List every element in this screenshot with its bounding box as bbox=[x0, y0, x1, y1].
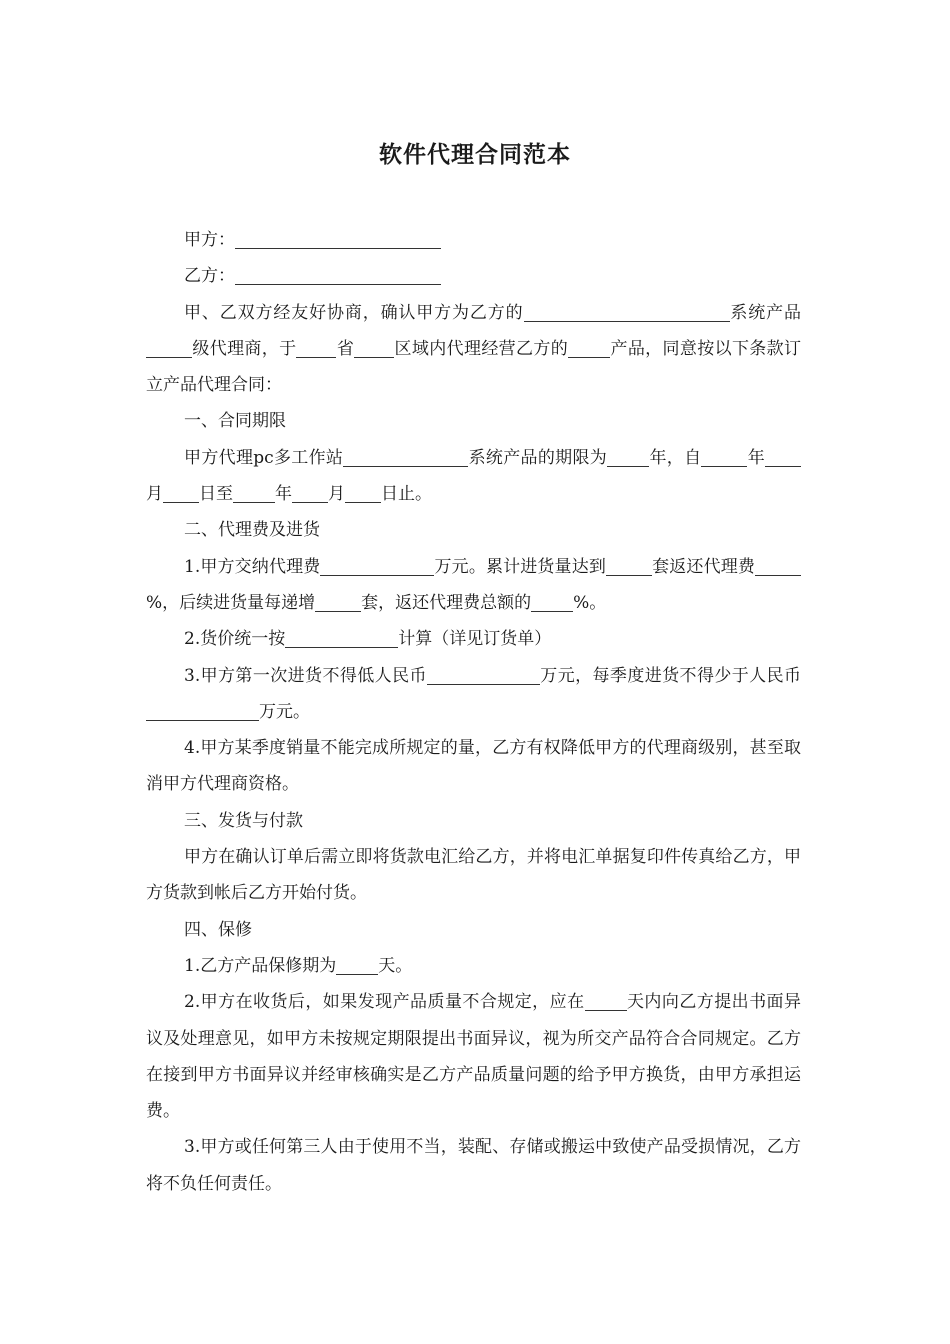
sec1-text-9: 日止。 bbox=[381, 484, 432, 505]
section-1-heading: 一、合同期限 bbox=[184, 411, 286, 432]
section-2-clause-2 bbox=[146, 621, 801, 657]
intro-text-4: 省 bbox=[336, 338, 355, 359]
sec1-end-month-blank bbox=[292, 482, 328, 503]
objection-days-blank bbox=[585, 990, 627, 1011]
party-b-label: 乙方： bbox=[184, 266, 235, 287]
section-2-clause-1 bbox=[146, 549, 801, 622]
party-b-line bbox=[146, 258, 801, 294]
first-purchase-blank bbox=[427, 664, 540, 685]
sec1-text-2: 系统产品的期限为 bbox=[468, 447, 608, 468]
sec1-end-year-blank bbox=[233, 482, 275, 503]
pricing-basis-blank bbox=[285, 627, 398, 648]
sec2-1-text-4: %，后续进货量每递增 bbox=[146, 592, 316, 613]
intro-text-2: 系统产品 bbox=[729, 302, 802, 323]
section-2-heading: 二、代理费及进货 bbox=[184, 520, 320, 541]
sec1-start-day-blank bbox=[163, 482, 199, 503]
section-3-heading: 三、发货与付款 bbox=[184, 810, 303, 831]
sec2-3-text-3: 万元。 bbox=[259, 701, 310, 722]
sec1-years-blank bbox=[607, 446, 649, 467]
sec1-text-4: 年 bbox=[747, 447, 766, 468]
sec1-text-6: 日至 bbox=[199, 484, 233, 505]
intro-text-3: 级代理商，于 bbox=[192, 338, 297, 359]
section-2-clause-4: 4.甲方某季度销量不能完成所规定的量，乙方有权降低甲方的代理商级别，甚至取消甲方代理商资格。 bbox=[146, 738, 801, 795]
section-4-clause-3: 3.甲方或任何第三人由于使用不当，装配、存储或搬运中致使产品受损情况，乙方将不负任何责任。 bbox=[146, 1137, 801, 1194]
section-4-heading: 四、保修 bbox=[184, 919, 252, 940]
section-2-clause-3 bbox=[146, 658, 801, 731]
sec4-1-text-2: 天。 bbox=[378, 955, 413, 976]
sec2-1-text-3: 套返还代理费 bbox=[651, 556, 755, 577]
sec1-text-5: 月 bbox=[146, 484, 163, 505]
sec2-1-text-6: %。 bbox=[573, 592, 607, 613]
product-blank bbox=[568, 337, 610, 358]
refund-percent-blank bbox=[755, 555, 801, 576]
sec1-text-8: 月 bbox=[328, 484, 345, 505]
quarterly-purchase-blank bbox=[146, 700, 259, 721]
party-b-blank bbox=[235, 264, 441, 285]
sec1-end-day-blank bbox=[345, 482, 381, 503]
sec4-2-text-2: 天内向乙方提出书面异议及处理意见，如甲方未按规定期限提出书面异议，视为所交产品符合合同规定。乙方在接到甲方书面异议并经审核确实是乙方产品质量问题的给予甲方换货，由甲方承担运费。 bbox=[146, 992, 802, 1122]
sec2-1-text-2: 万元。累计进货量达到 bbox=[434, 556, 606, 577]
sec1-system-blank bbox=[343, 446, 468, 467]
warranty-days-blank bbox=[336, 954, 378, 975]
intro-paragraph bbox=[146, 295, 801, 404]
section-4-clause-1 bbox=[146, 948, 801, 984]
document-title: 软件代理合同范本 bbox=[379, 142, 571, 168]
agency-fee-blank bbox=[320, 555, 434, 576]
agent-level-blank bbox=[146, 337, 192, 358]
sec2-2-text-1: 2.货价统一按 bbox=[184, 629, 286, 650]
sec2-3-text-1: 3.甲方第一次进货不得低人民币 bbox=[184, 665, 427, 686]
intro-text-6: 产品，同意按以下条款订立产品代理合同： bbox=[146, 338, 802, 396]
increment-sets-blank bbox=[315, 591, 361, 612]
section-1-paragraph bbox=[146, 440, 801, 513]
sec2-1-text-5: 套，返还代理费总额的 bbox=[361, 592, 532, 613]
sec1-start-month-blank bbox=[765, 446, 801, 467]
system-name-blank bbox=[524, 301, 730, 322]
intro-text-5: 区域内代理经营乙方的 bbox=[394, 338, 569, 359]
province-blank bbox=[296, 337, 336, 358]
sec2-3-text-2: 万元，每季度进货不得少于人民币 bbox=[539, 665, 801, 686]
sec2-1-text-1: 1.甲方交纳代理费 bbox=[184, 556, 321, 577]
section-4-clause-2 bbox=[146, 984, 801, 1129]
sec2-2-text-2: 计算（详见订货单） bbox=[398, 629, 552, 650]
purchase-sets-blank bbox=[606, 555, 652, 576]
section-3-paragraph: 甲方在确认订单后需立即将货款电汇给乙方，并将电汇单据复印件传真给乙方，甲方货款到帐后乙方开始付货。 bbox=[146, 847, 801, 904]
party-a-blank bbox=[235, 228, 441, 249]
region-blank bbox=[354, 337, 394, 358]
sec1-text-1: 甲方代理pc多工作站 bbox=[184, 447, 344, 468]
sec4-1-text-1: 1.乙方产品保修期为 bbox=[184, 955, 337, 976]
sec1-text-7: 年 bbox=[275, 484, 292, 505]
sec1-text-3: 年，自 bbox=[649, 447, 702, 468]
document-body bbox=[146, 222, 801, 1202]
intro-text-1: 甲、乙双方经友好协商，确认甲方为乙方的 bbox=[184, 302, 524, 323]
total-refund-percent-blank bbox=[531, 591, 573, 612]
sec1-start-year-blank bbox=[701, 446, 747, 467]
party-a-label: 甲方： bbox=[184, 230, 235, 250]
sec4-2-text-1: 2.甲方在收货后，如果发现产品质量不合规定，应在 bbox=[184, 992, 585, 1013]
party-a-line bbox=[146, 222, 801, 258]
